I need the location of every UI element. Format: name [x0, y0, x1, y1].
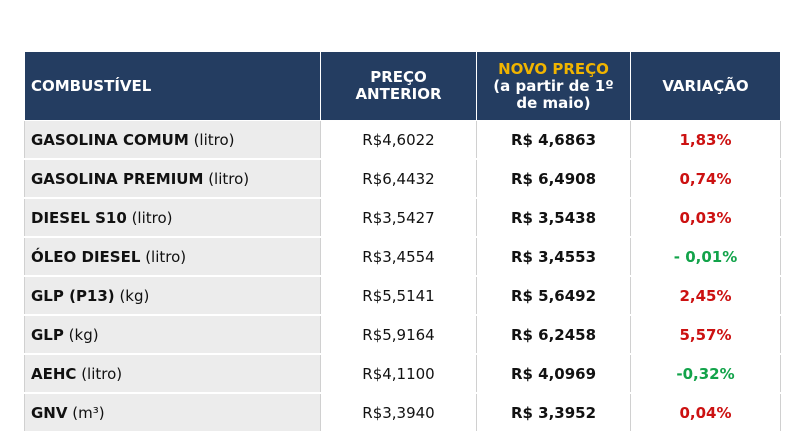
previous-price-cell: R$3,3940 — [321, 393, 477, 432]
fuel-name-cell — [25, 237, 321, 276]
fuel-name-cell — [25, 198, 321, 237]
fuel-unit: (kg) — [68, 325, 99, 344]
fuel-unit: (litro) — [131, 208, 173, 227]
header-variation: VARIAÇÃO — [631, 52, 781, 121]
header-new-price-title: NOVO PREÇO — [498, 59, 609, 78]
fuel-name: GLP — [31, 325, 64, 344]
variation-cell: 2,45% — [631, 276, 781, 315]
previous-price-cell: R$3,5427 — [321, 198, 477, 237]
variation-cell: 0,04% — [631, 393, 781, 432]
table-header — [25, 52, 781, 121]
fuel-name-cell — [25, 159, 321, 198]
header-new-price — [477, 52, 631, 121]
table-row — [25, 393, 781, 432]
variation-cell: - 0,01% — [631, 237, 781, 276]
fuel-name: GASOLINA COMUM — [31, 130, 189, 149]
variation-cell: 5,57% — [631, 315, 781, 354]
fuel-name-cell — [25, 354, 321, 393]
table-row — [25, 159, 781, 198]
header-previous-price-line2: ANTERIOR — [355, 85, 442, 103]
fuel-unit: (litro) — [193, 130, 235, 149]
fuel-name-cell — [25, 393, 321, 432]
fuel-name: GNV — [31, 403, 68, 422]
variation-cell: 1,83% — [631, 121, 781, 160]
new-price-cell: R$ 4,6863 — [477, 121, 631, 160]
variation-cell: 0,03% — [631, 198, 781, 237]
fuel-name-cell — [25, 121, 321, 160]
table-row — [25, 121, 781, 160]
fuel-price-table — [24, 51, 781, 433]
table-row — [25, 315, 781, 354]
fuel-name: AEHC — [31, 364, 77, 383]
fuel-unit: (m³) — [72, 403, 105, 422]
header-new-price-sub1: (a partir de 1º — [493, 76, 614, 95]
fuel-name: ÓLEO DIESEL — [31, 247, 141, 266]
header-new-price-sub2: de maio) — [516, 93, 591, 112]
fuel-name: GASOLINA PREMIUM — [31, 169, 204, 188]
previous-price-cell: R$5,5141 — [321, 276, 477, 315]
header-previous-price — [321, 52, 477, 121]
header-fuel: COMBUSTÍVEL — [25, 52, 321, 121]
table-row — [25, 198, 781, 237]
header-row — [25, 52, 781, 121]
previous-price-cell: R$4,6022 — [321, 121, 477, 160]
variation-cell: -0,32% — [631, 354, 781, 393]
new-price-cell: R$ 3,3952 — [477, 393, 631, 432]
table-row — [25, 354, 781, 393]
fuel-name: DIESEL S10 — [31, 208, 127, 227]
fuel-name-cell — [25, 315, 321, 354]
fuel-unit: (litro) — [208, 169, 250, 188]
previous-price-cell: R$4,1100 — [321, 354, 477, 393]
fuel-unit: (litro) — [145, 247, 187, 266]
previous-price-cell: R$5,9164 — [321, 315, 477, 354]
table-row — [25, 276, 781, 315]
new-price-cell: R$ 5,6492 — [477, 276, 631, 315]
fuel-name-cell — [25, 276, 321, 315]
fuel-name: GLP (P13) — [31, 286, 115, 305]
table-row — [25, 237, 781, 276]
new-price-cell: R$ 6,4908 — [477, 159, 631, 198]
header-previous-price-line1: PREÇO — [370, 68, 427, 86]
new-price-cell: R$ 4,0969 — [477, 354, 631, 393]
new-price-cell: R$ 3,4553 — [477, 237, 631, 276]
variation-cell: 0,74% — [631, 159, 781, 198]
fuel-price-table-container — [24, 51, 780, 433]
table-body — [25, 121, 781, 433]
previous-price-cell: R$3,4554 — [321, 237, 477, 276]
fuel-unit: (litro) — [81, 364, 123, 383]
new-price-cell: R$ 3,5438 — [477, 198, 631, 237]
fuel-unit: (kg) — [119, 286, 150, 305]
previous-price-cell: R$6,4432 — [321, 159, 477, 198]
new-price-cell: R$ 6,2458 — [477, 315, 631, 354]
